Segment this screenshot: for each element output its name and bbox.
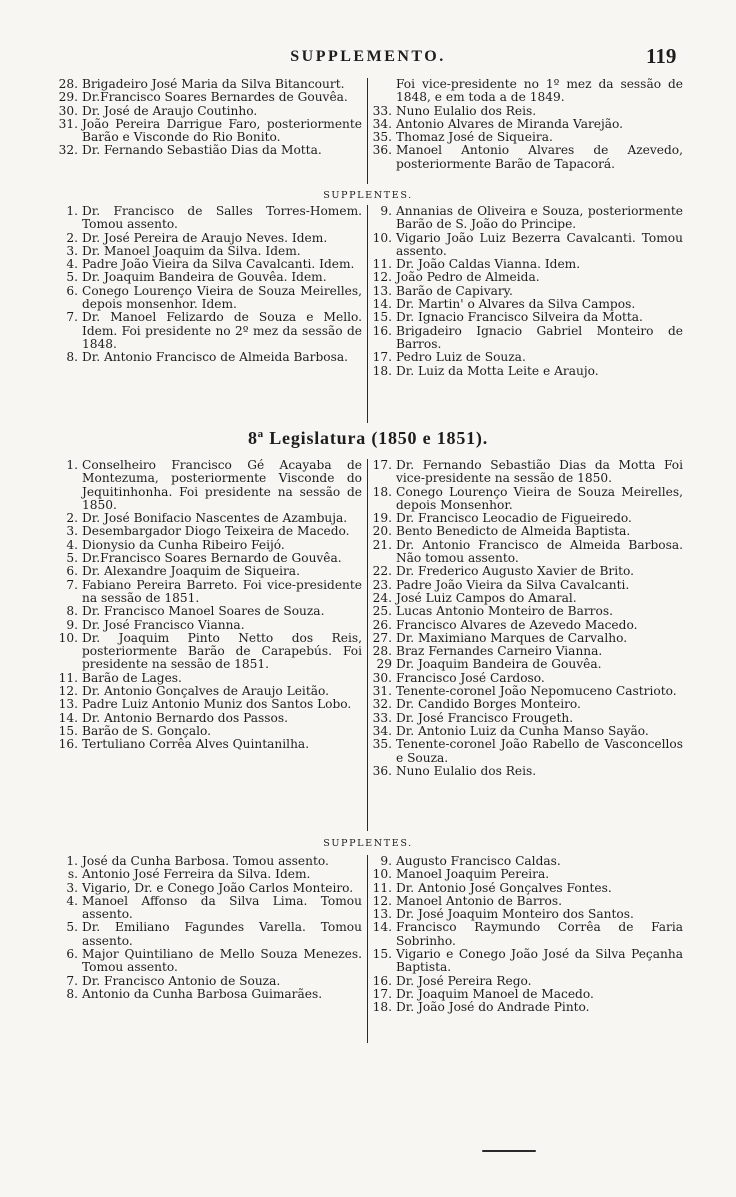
list-item bbox=[372, 285, 683, 298]
item-text: Dr. Antonio Luiz da Cunha Manso Sayão. bbox=[396, 723, 649, 738]
item-text: Foi vice-presidente no 1º mez da sessão de 1848, e em toda a de 1849. bbox=[396, 77, 683, 105]
list-item bbox=[58, 895, 362, 922]
list-item bbox=[372, 882, 683, 895]
item-text: Dr. José de Araujo Coutinho. bbox=[82, 103, 258, 118]
item-number: 4. bbox=[66, 537, 78, 552]
item-text: Vigario João Luiz Bezerra Cavalcanti. Tomou assento. bbox=[396, 230, 683, 258]
item-text: Antonio da Cunha Barbosa Guimarães. bbox=[82, 986, 323, 1001]
column-divider bbox=[367, 855, 368, 1043]
item-text: Barão de Capivary. bbox=[396, 283, 513, 298]
item-text: Dr. Emiliano Fagundes Varella. Tomou assento. bbox=[82, 920, 362, 948]
list-item bbox=[58, 271, 362, 284]
list-item bbox=[58, 579, 362, 606]
item-number: 16. bbox=[58, 737, 78, 752]
item-number: 14. bbox=[58, 710, 78, 725]
item-number: 29 bbox=[376, 657, 392, 672]
item-number: 32. bbox=[58, 143, 78, 158]
list-item bbox=[58, 459, 362, 512]
item-text: Dr. Fernando Sebastião Dias da Motta Foi vice-presidente na sessão de 1850. bbox=[396, 458, 683, 486]
item-text: Lucas Antonio Monteiro de Barros. bbox=[396, 604, 613, 619]
item-text: Antonio Alvares de Miranda Varejão. bbox=[396, 116, 624, 131]
item-text: João Pereira Darrigue Faro, posteriormente Barão e Visconde do Rio Bonito. bbox=[82, 116, 362, 145]
list-item bbox=[372, 118, 683, 131]
item-number: 18. bbox=[372, 484, 392, 499]
item-number: 10. bbox=[372, 230, 392, 245]
list-item bbox=[372, 1001, 683, 1014]
list-item bbox=[372, 725, 683, 738]
item-text: Tenente-coronel João Nepomuceno Castrioto. bbox=[396, 684, 677, 699]
item-number: 26. bbox=[372, 617, 392, 632]
list-item bbox=[372, 232, 683, 259]
list-item bbox=[58, 539, 362, 552]
item-number: 11. bbox=[58, 670, 78, 685]
column-divider bbox=[367, 78, 368, 184]
item-number: 8. bbox=[66, 350, 78, 365]
item-number: 5. bbox=[66, 551, 78, 566]
list-item bbox=[58, 285, 362, 312]
item-number: 10. bbox=[372, 867, 392, 882]
item-text: Manoel Affonso da Silva Lima. Tomou assento. bbox=[82, 893, 362, 922]
item-number: 12. bbox=[372, 270, 392, 285]
item-number: 19. bbox=[372, 511, 392, 526]
item-text: Vigario, Dr. e Conego João Carlos Monteiro. bbox=[82, 880, 354, 895]
item-number: 7. bbox=[66, 310, 78, 325]
item-text: Desembargador Diogo Teixeira de Macedo. bbox=[82, 524, 350, 539]
item-text: Dr. José Pereira Rego. bbox=[396, 973, 532, 988]
list-item bbox=[372, 948, 683, 975]
item-text: Braz Fernandes Carneiro Vianna. bbox=[396, 644, 603, 659]
list-item bbox=[58, 605, 362, 618]
list-item bbox=[372, 908, 683, 921]
item-text: Dr. Alexandre Joaquim de Siqueira. bbox=[82, 564, 300, 579]
item-number: 35. bbox=[372, 737, 392, 752]
list-item bbox=[372, 298, 683, 311]
legislature-title: 8ª Legislatura (1850 e 1851). bbox=[247, 428, 489, 448]
item-number: 30. bbox=[372, 670, 392, 685]
supplentes-list-1 bbox=[58, 205, 683, 427]
item-text: José da Cunha Barbosa. Tomou assento. bbox=[82, 854, 329, 868]
item-text: Nuno Eulalio dos Reis. bbox=[396, 763, 537, 778]
list-item bbox=[58, 245, 362, 258]
item-number: 2. bbox=[66, 230, 78, 245]
list-item bbox=[372, 672, 683, 685]
item-text: Dr. Francisco Leocadio de Figueiredo. bbox=[396, 511, 632, 526]
list-item bbox=[58, 565, 362, 578]
list-item bbox=[58, 672, 362, 685]
item-number: 10. bbox=[58, 630, 78, 645]
item-text: Dr. José Joaquim Monteiro dos Santos. bbox=[396, 907, 634, 922]
item-text: Dr. José Francisco Frougeth. bbox=[396, 710, 574, 725]
item-text: Dr. Antonio Francisco de Almeida Barbosa. Não tomou assento. bbox=[396, 537, 683, 566]
item-text: Pedro Luiz de Souza. bbox=[396, 350, 526, 365]
item-number: 35. bbox=[372, 130, 392, 145]
item-number: 22. bbox=[372, 564, 392, 579]
item-text: Francisco Alvares de Azevedo Macedo. bbox=[396, 617, 638, 632]
item-text: Brigadeiro Ignacio Gabriel Monteiro de Barros. bbox=[396, 323, 683, 351]
item-number: 36. bbox=[372, 763, 392, 778]
item-number: 3. bbox=[66, 243, 78, 258]
list-item bbox=[58, 311, 362, 351]
item-text: Dr. Joaquim Pinto Netto dos Reis, posteriormente Barão de Carapebús. Foi presidente na sessão de 1851. bbox=[82, 630, 362, 672]
list-item bbox=[372, 738, 683, 765]
item-number: 28. bbox=[58, 77, 78, 91]
item-number: 29. bbox=[58, 90, 78, 105]
list-item bbox=[58, 855, 362, 868]
list-item bbox=[372, 592, 683, 605]
item-number: 5. bbox=[66, 270, 78, 285]
item-text: Conego Lourenço Vieira de Souza Meirelles, depois monsenhor. Idem. bbox=[82, 283, 362, 312]
item-number: 6. bbox=[66, 564, 78, 579]
item-text: Dr. Fernando Sebastião Dias da Motta. bbox=[82, 143, 322, 158]
item-text: Barão de S. Gonçalo. bbox=[82, 723, 211, 738]
item-text: Dr.Francisco Soares Bernardes de Gouvêa. bbox=[82, 90, 348, 105]
column-divider bbox=[367, 205, 368, 423]
members-left-column bbox=[58, 78, 362, 158]
list-item bbox=[372, 895, 683, 908]
list-item bbox=[58, 105, 362, 118]
item-text: Dr. Joaquim Bandeira de Gouvêa. bbox=[396, 657, 602, 672]
list-item bbox=[58, 351, 362, 364]
list-item bbox=[372, 698, 683, 711]
item-text: João Pedro de Almeida. bbox=[396, 270, 540, 285]
item-text: Francisco José Cardoso. bbox=[396, 670, 545, 685]
members-left-column bbox=[58, 459, 362, 752]
item-text: Dr.Francisco Soares Bernardo de Gouvêa. bbox=[82, 551, 342, 566]
item-text: Padre João Vieira da Silva Cavalcanti. bbox=[396, 577, 630, 592]
item-number: 17. bbox=[372, 350, 392, 365]
item-text: Dr. Antonio Francisco de Almeida Barbosa. bbox=[82, 350, 349, 365]
item-text: Dionysio da Cunha Ribeiro Feijó. bbox=[82, 537, 285, 552]
item-number: 13. bbox=[58, 697, 78, 712]
list-item bbox=[372, 605, 683, 618]
list-item bbox=[372, 365, 683, 378]
item-text: Augusto Francisco Caldas. bbox=[396, 854, 561, 868]
list-item bbox=[58, 144, 362, 157]
item-number: 27. bbox=[372, 630, 392, 645]
item-number: 7. bbox=[66, 973, 78, 988]
column-divider bbox=[367, 459, 368, 831]
item-number: 5. bbox=[66, 920, 78, 935]
list-item bbox=[58, 725, 362, 738]
supplentes-list-2 bbox=[58, 855, 683, 1045]
item-text: Dr. Martin' o Alvares da Silva Campos. bbox=[396, 297, 636, 312]
item-number: 4. bbox=[66, 893, 78, 908]
item-number: 9. bbox=[380, 204, 392, 218]
item-text: Antonio José Ferreira da Silva. Idem. bbox=[82, 867, 311, 882]
supplentes-heading: SUPPLENTES. bbox=[323, 838, 413, 849]
list-item bbox=[372, 658, 683, 671]
item-text: Dr. José Bonifacio Nascentes de Azambuja. bbox=[82, 511, 348, 526]
item-text: Dr. Joaquim Manoel de Macedo. bbox=[396, 986, 594, 1001]
list-item bbox=[372, 351, 683, 364]
item-text: Nuno Eulalio dos Reis. bbox=[396, 103, 537, 118]
list-item bbox=[58, 78, 362, 91]
item-text: Dr. Ignacio Francisco Silveira da Motta. bbox=[396, 310, 643, 325]
item-number: 17. bbox=[372, 458, 392, 472]
item-number: 30. bbox=[58, 103, 78, 118]
list-item bbox=[372, 685, 683, 698]
item-number: 25. bbox=[372, 604, 392, 619]
list-item bbox=[372, 539, 683, 566]
list-item bbox=[58, 232, 362, 245]
list-item bbox=[58, 512, 362, 525]
item-number: 15. bbox=[372, 947, 392, 962]
item-text: Fabiano Pereira Barreto. Foi vice-presidente na sessão de 1851. bbox=[82, 577, 362, 605]
item-text: Manoel Joaquim Pereira. bbox=[396, 867, 550, 882]
item-text: Dr. Luiz da Motta Leite e Araujo. bbox=[396, 363, 599, 378]
page-number: 119 bbox=[646, 44, 677, 68]
item-text: Francisco Raymundo Corrêa de Faria Sobrinho. bbox=[396, 920, 683, 948]
page-header bbox=[0, 44, 736, 70]
item-number: 33. bbox=[372, 103, 392, 118]
item-number: 7. bbox=[66, 577, 78, 592]
item-text: Major Quintiliano de Mello Souza Menezes. Tomou assento. bbox=[82, 947, 362, 975]
item-text: Conselheiro Francisco Gé Acayaba de Montezuma, posteriormente Visconde do Jequitinhonha. Foi presidente na sessão de 1850. bbox=[82, 458, 362, 512]
item-number: 23. bbox=[372, 577, 392, 592]
supplentes-left-column bbox=[58, 205, 362, 365]
list-item bbox=[372, 459, 683, 486]
item-text: Dr. Joaquim Bandeira de Gouvêa. Idem. bbox=[82, 270, 327, 285]
list-item bbox=[372, 525, 683, 538]
list-item bbox=[58, 738, 362, 751]
list-item bbox=[372, 565, 683, 578]
item-text: Dr. Manoel Felizardo de Souza e Mello. Idem. Foi presidente no 2º mez da sessão de 1848. bbox=[82, 310, 362, 351]
item-text: Dr. Francisco Antonio de Souza. bbox=[82, 973, 281, 988]
list-item bbox=[58, 921, 362, 948]
item-number: 6. bbox=[66, 947, 78, 962]
item-text: Vigario e Conego João José da Silva Peçanha Baptista. bbox=[396, 947, 683, 975]
members-right-column bbox=[372, 78, 683, 171]
supplentes-left-column bbox=[58, 855, 362, 1001]
item-text: José Luiz Campos do Amaral. bbox=[396, 590, 577, 605]
item-number: 13. bbox=[372, 907, 392, 922]
item-number: 9. bbox=[380, 854, 392, 868]
item-text: Brigadeiro José Maria da Silva Bitancourt. bbox=[82, 77, 345, 91]
item-number: 15. bbox=[372, 310, 392, 325]
list-item bbox=[372, 619, 683, 632]
item-number: 6. bbox=[66, 283, 78, 298]
list-item bbox=[372, 868, 683, 881]
item-text: Dr. Candido Borges Monteiro. bbox=[396, 697, 581, 712]
item-text: Dr. José Pereira de Araujo Neves. Idem. bbox=[82, 230, 328, 245]
list-item bbox=[58, 685, 362, 698]
legislature-7-continuation bbox=[58, 78, 683, 186]
item-number: 28. bbox=[372, 644, 392, 659]
list-item bbox=[372, 988, 683, 1001]
list-item bbox=[58, 698, 362, 711]
members-right-column bbox=[372, 459, 683, 778]
item-number: 1. bbox=[66, 854, 78, 868]
list-item bbox=[58, 525, 362, 538]
list-item bbox=[372, 325, 683, 352]
supplentes-heading: SUPPLENTES. bbox=[323, 190, 413, 201]
item-number: 20. bbox=[372, 524, 392, 539]
list-item bbox=[58, 552, 362, 565]
item-text: Conego Lourenço Vieira de Souza Meirelles, depois Monsenhor. bbox=[396, 484, 683, 512]
item-number: 31. bbox=[372, 684, 392, 699]
item-text: Dr. Maximiano Marques de Carvalho. bbox=[396, 630, 628, 645]
list-item bbox=[372, 765, 683, 778]
item-number: 8. bbox=[66, 604, 78, 619]
supplentes-right-column bbox=[372, 205, 683, 378]
item-text: Dr. Antonio José Gonçalves Fontes. bbox=[396, 880, 612, 895]
item-text: Manoel Antonio de Barros. bbox=[396, 893, 562, 908]
list-item bbox=[372, 271, 683, 284]
item-text: Dr. João Caldas Vianna. Idem. bbox=[396, 257, 581, 272]
item-number: 34. bbox=[372, 116, 392, 131]
item-text: Dr. Manoel Joaquim da Silva. Idem. bbox=[82, 243, 301, 258]
list-item bbox=[372, 105, 683, 118]
list-item bbox=[372, 486, 683, 513]
item-text: Dr. Antonio Bernardo dos Passos. bbox=[82, 710, 288, 725]
list-item bbox=[58, 619, 362, 632]
list-item bbox=[58, 632, 362, 672]
list-item bbox=[58, 91, 362, 104]
item-number: 15. bbox=[58, 723, 78, 738]
list-item bbox=[58, 975, 362, 988]
item-number: 12. bbox=[372, 893, 392, 908]
item-text: Padre Luiz Antonio Muniz dos Santos Lobo. bbox=[82, 697, 352, 712]
item-number: 8. bbox=[66, 986, 78, 1001]
item-number: 31. bbox=[58, 116, 78, 131]
item-text: Bento Benedicto de Almeida Baptista. bbox=[396, 524, 631, 539]
list-item bbox=[372, 311, 683, 324]
item-number: 14. bbox=[372, 920, 392, 935]
list-item bbox=[372, 78, 683, 105]
list-item bbox=[372, 579, 683, 592]
item-number: 3. bbox=[66, 880, 78, 895]
item-text: Dr. Francisco Manoel Soares de Souza. bbox=[82, 604, 325, 619]
item-number: 9. bbox=[66, 617, 78, 632]
closing-rule bbox=[482, 1150, 536, 1152]
item-number: 34. bbox=[372, 723, 392, 738]
item-number: 18. bbox=[372, 363, 392, 378]
list-item bbox=[58, 868, 362, 881]
item-number: 16. bbox=[372, 973, 392, 988]
list-item bbox=[372, 258, 683, 271]
list-item bbox=[372, 144, 683, 171]
item-text: Padre João Vieira da Silva Cavalcanti. Idem. bbox=[82, 257, 355, 272]
list-item bbox=[372, 205, 683, 232]
item-text: Annanias de Oliveira e Souza, posteriormente Barão de S. João do Principe. bbox=[396, 204, 683, 232]
list-item bbox=[58, 988, 362, 1001]
item-number: 33. bbox=[372, 710, 392, 725]
item-text: Manoel Antonio Alvares de Azevedo, posteriormente Barão de Tapacorá. bbox=[396, 143, 683, 171]
list-item bbox=[58, 712, 362, 725]
item-number: 32. bbox=[372, 697, 392, 712]
list-item bbox=[372, 921, 683, 948]
item-number: 1. bbox=[66, 458, 78, 472]
list-item bbox=[58, 118, 362, 145]
item-number: 4. bbox=[66, 257, 78, 272]
item-text: Dr. Francisco de Salles Torres-Homem. Tomou assento. bbox=[82, 204, 362, 232]
item-number: 3. bbox=[66, 524, 78, 539]
page-title: SUPPLEMENTO. bbox=[290, 48, 446, 65]
item-number: 17. bbox=[372, 986, 392, 1001]
supplentes-right-column bbox=[372, 855, 683, 1015]
item-number: 1. bbox=[66, 204, 78, 218]
item-number: 24. bbox=[372, 590, 392, 605]
list-item bbox=[58, 948, 362, 975]
item-number: s. bbox=[67, 867, 78, 882]
item-number: 16. bbox=[372, 323, 392, 338]
list-item bbox=[58, 205, 362, 232]
item-number: 13. bbox=[372, 283, 392, 298]
list-item bbox=[372, 855, 683, 868]
item-number: 21. bbox=[372, 537, 392, 552]
list-item bbox=[58, 258, 362, 271]
list-item bbox=[372, 712, 683, 725]
item-text: Dr. João José do Andrade Pinto. bbox=[396, 1000, 590, 1015]
legislature-8-members bbox=[58, 459, 683, 834]
item-number: 18. bbox=[372, 1000, 392, 1015]
list-item bbox=[372, 975, 683, 988]
item-number: 14. bbox=[372, 297, 392, 312]
item-number: 2. bbox=[66, 511, 78, 526]
item-text: Tertuliano Corrêa Alves Quintanilha. bbox=[82, 737, 310, 752]
list-item bbox=[58, 882, 362, 895]
item-text: Dr. Frederico Augusto Xavier de Brito. bbox=[396, 564, 635, 579]
list-item bbox=[372, 632, 683, 645]
item-text: Thomaz José de Siqueira. bbox=[396, 130, 553, 145]
item-number: 11. bbox=[372, 257, 392, 272]
item-text: Barão de Lages. bbox=[82, 670, 182, 685]
item-number: 36. bbox=[372, 143, 392, 158]
item-text: Dr. José Francisco Vianna. bbox=[82, 617, 245, 632]
list-item bbox=[372, 131, 683, 144]
list-item bbox=[372, 512, 683, 525]
item-text: Dr. Antonio Gonçalves de Araujo Leitão. bbox=[82, 684, 329, 699]
item-number: 12. bbox=[58, 684, 78, 699]
item-number: 11. bbox=[372, 880, 392, 895]
list-item bbox=[372, 645, 683, 658]
item-text: Tenente-coronel João Rabello de Vasconcellos e Souza. bbox=[396, 737, 683, 765]
